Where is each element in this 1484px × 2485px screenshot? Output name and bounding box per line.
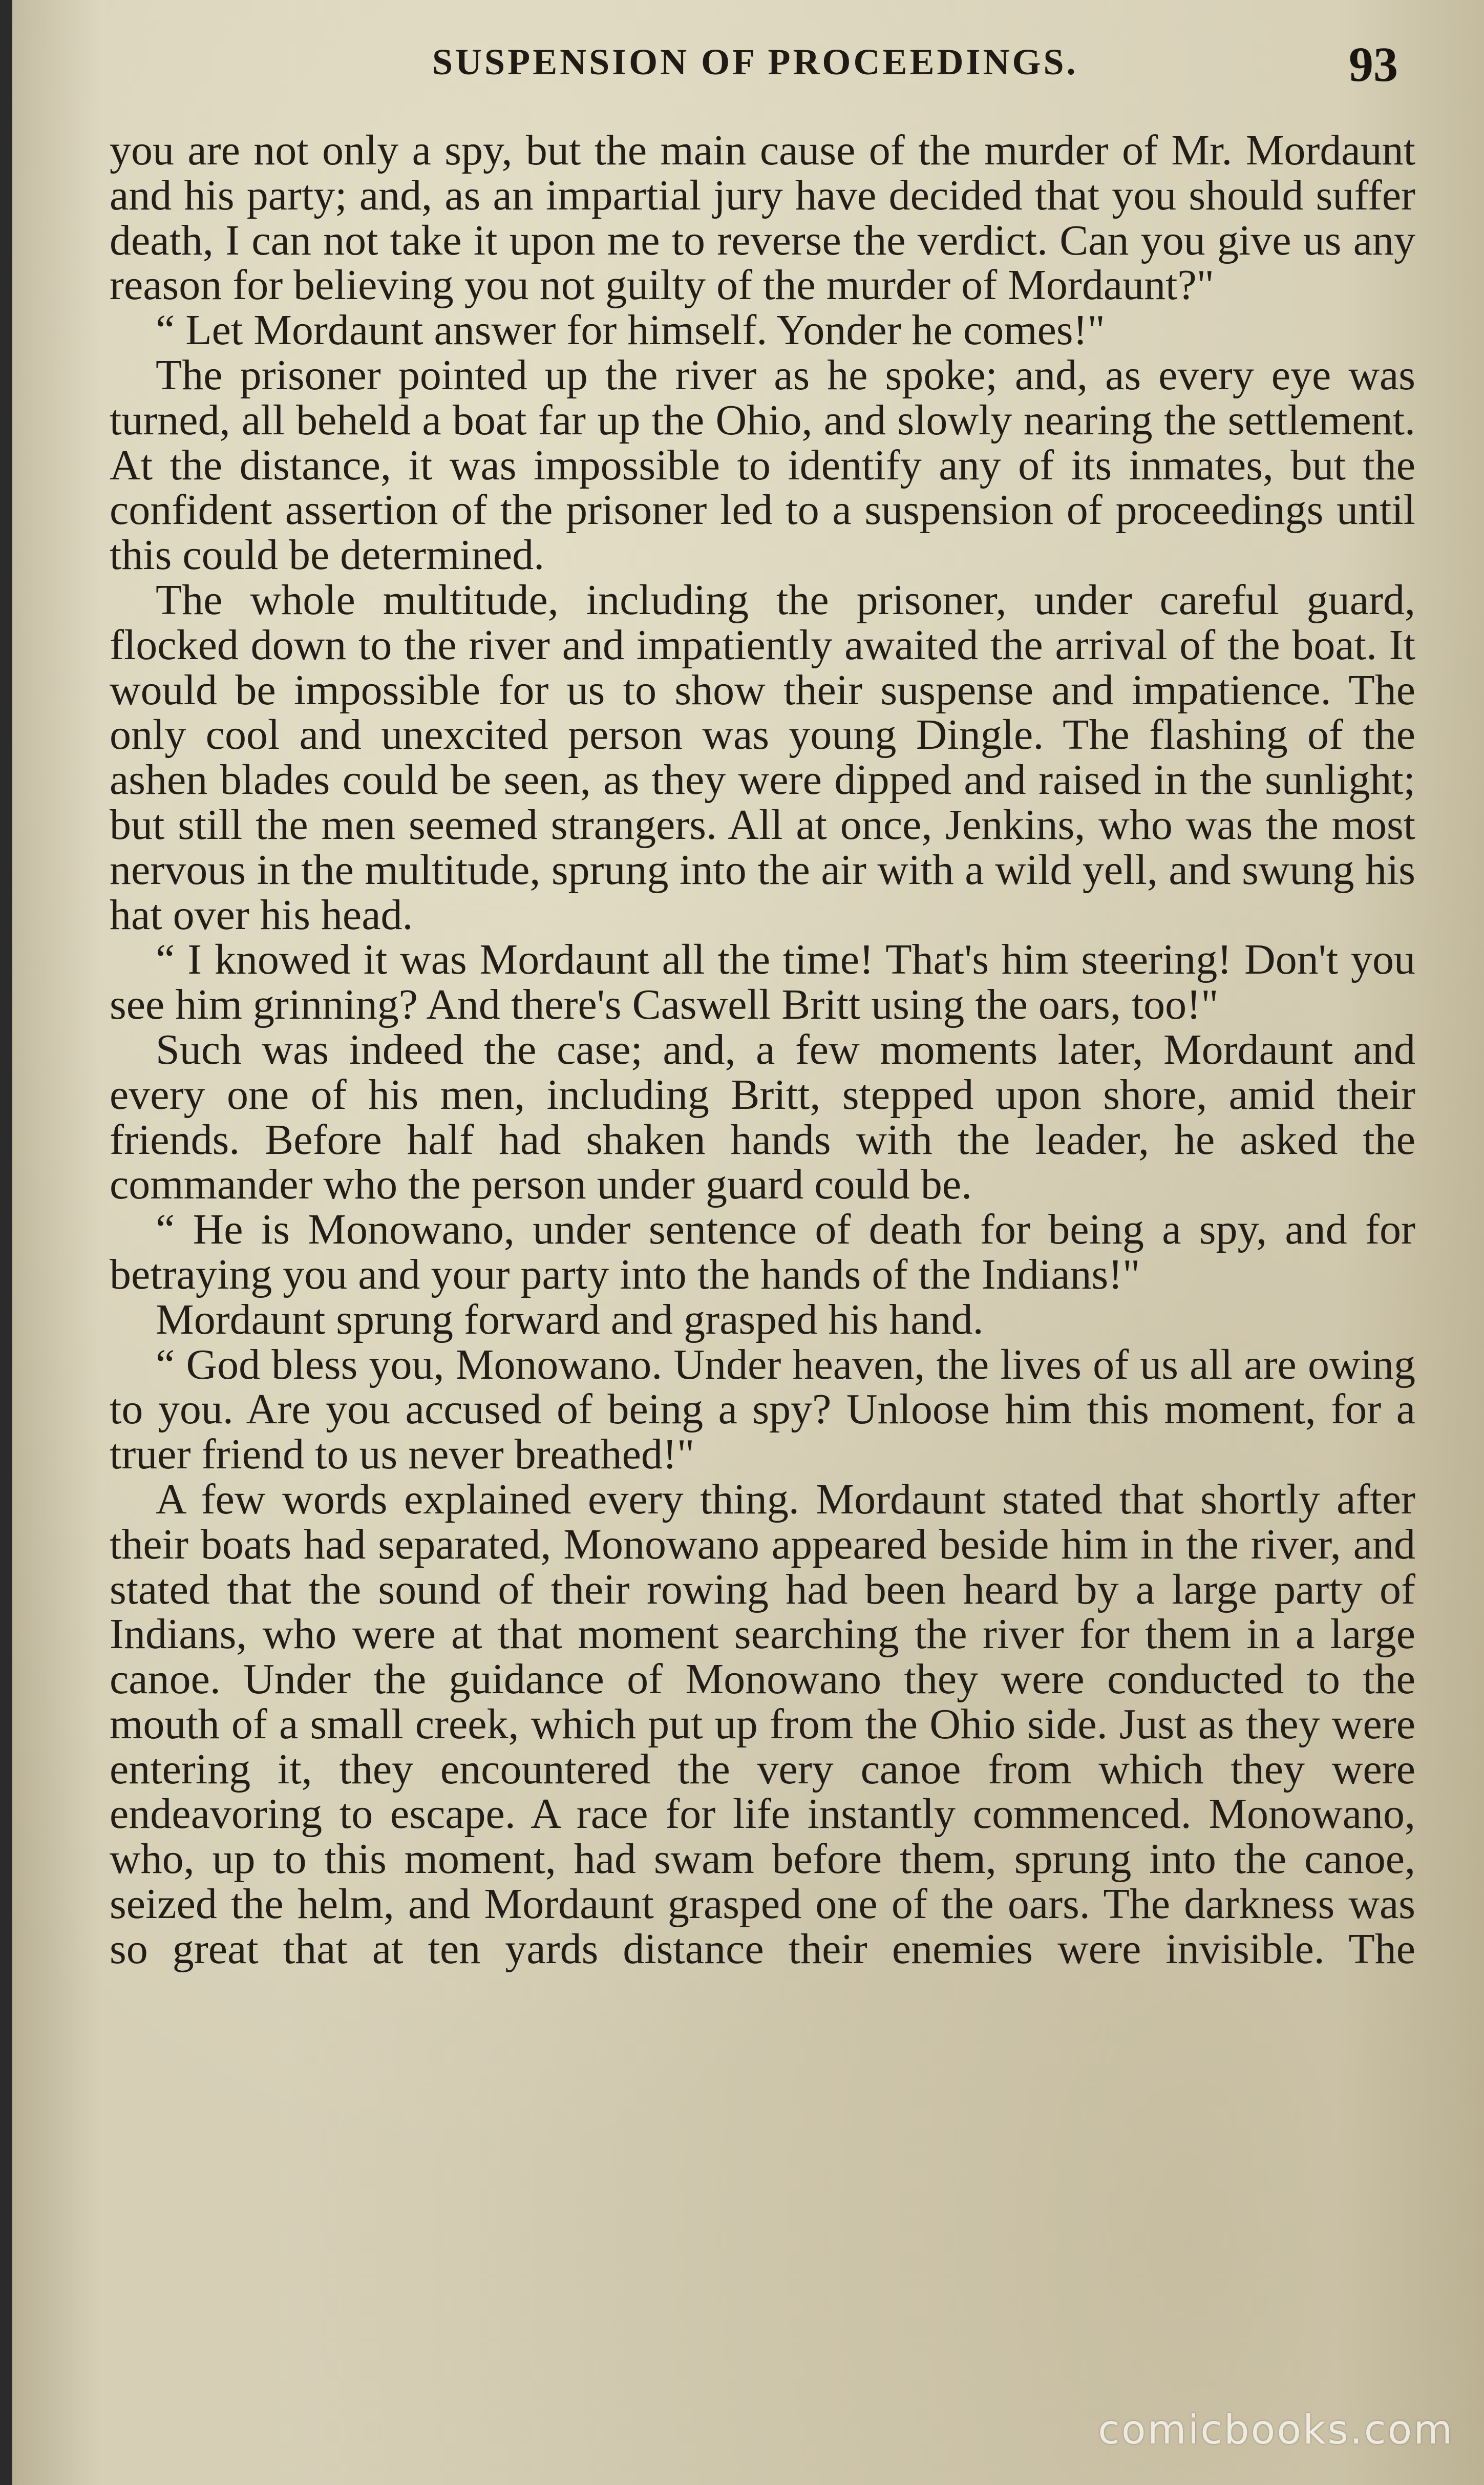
page-header [12, 36, 1484, 92]
paragraph: “ Let Mordaunt answer for himself. Yonder he comes!" [156, 306, 1105, 354]
body-text [110, 128, 1415, 1972]
page-number: 93 [1349, 37, 1398, 92]
watermark: comicbooks.com [1098, 2407, 1454, 2453]
paragraph: “ God bless you, Monowano. Under heaven, the lives of us all are owing to you. Are you accused of being a spy? Unloose him this moment, for a truer friend to us never breathed!" [110, 1340, 1415, 1479]
paragraph: The prisoner pointed up the river as he spoke; and, as every eye was turned, all beheld a boat far up the Ohio, and slowly nearing the settlement. At the distance, it was impossible to identify any of its inmates, but the confident assertion of the prisoner led to a suspension of proceedings until this could be determined. [110, 351, 1415, 579]
paragraph: The whole multitude, including the prisoner, under careful guard, flocked down to the river and impatiently awaited the arrival of the boat. It would be impossible for us to show their suspense and impatience. The only cool and unexcited person was young Dingle. The flashing of the ashen blades could be seen, as they were dipped and raised in the sunlight; but still the men seemed strangers. All at once, Jenkins, who was the most nervous in the multitude, sprung into the air with a wild yell, and swung his hat over his head. [110, 576, 1415, 939]
paragraph: “ He is Monowano, under sentence of death for being a spy, and for betraying you and your party into the hands of the Indians!" [110, 1206, 1415, 1298]
paragraph: you are not only a spy, but the main cause of the murder of Mr. Mordaunt and his party; and, as an impartial jury have decided that you should suffer death, I can not take it upon me to reverse the verdict. Can you give us any reason for believing you not guilty of the murder of Mordaunt?" [110, 127, 1415, 309]
book-page [12, 0, 1484, 2485]
paragraph: “ I knowed it was Mordaunt all the time! That's him steering! Don't you see him grinning? And there's Caswell Britt using the oars, too!" [110, 936, 1415, 1029]
paragraph: A few words explained every thing. Mordaunt stated that shortly after their boats had separated, Monowano appeared beside him in the river, and stated that the sound of their rowing had been heard by a large party of Indians, who were at that moment searching the river for them in a large canoe. Under the guidance of Monowano they were conducted to the mouth of a small creek, which put up from the Ohio side. Just as they were entering it, they encountered the very canoe from which they were endeavoring to escape. A race for life instantly commenced. Monowano, who, up to this moment, had swam before them, sprung into the canoe, seized the helm, and Mordaunt grasped one of the oars. The darkness was so great that at ten yards distance their enemies were invisible. The [110, 1475, 1415, 1973]
running-head: SUSPENSION OF PROCEEDINGS. [432, 41, 1078, 82]
paragraph: Mordaunt sprung forward and grasped his hand. [156, 1295, 984, 1343]
paragraph: Such was indeed the case; and, a few moments later, Mordaunt and every one of his men, including Britt, stepped upon shore, amid their friends. Before half had shaken hands with the leader, he asked the commander who the person under guard could be. [110, 1025, 1415, 1209]
